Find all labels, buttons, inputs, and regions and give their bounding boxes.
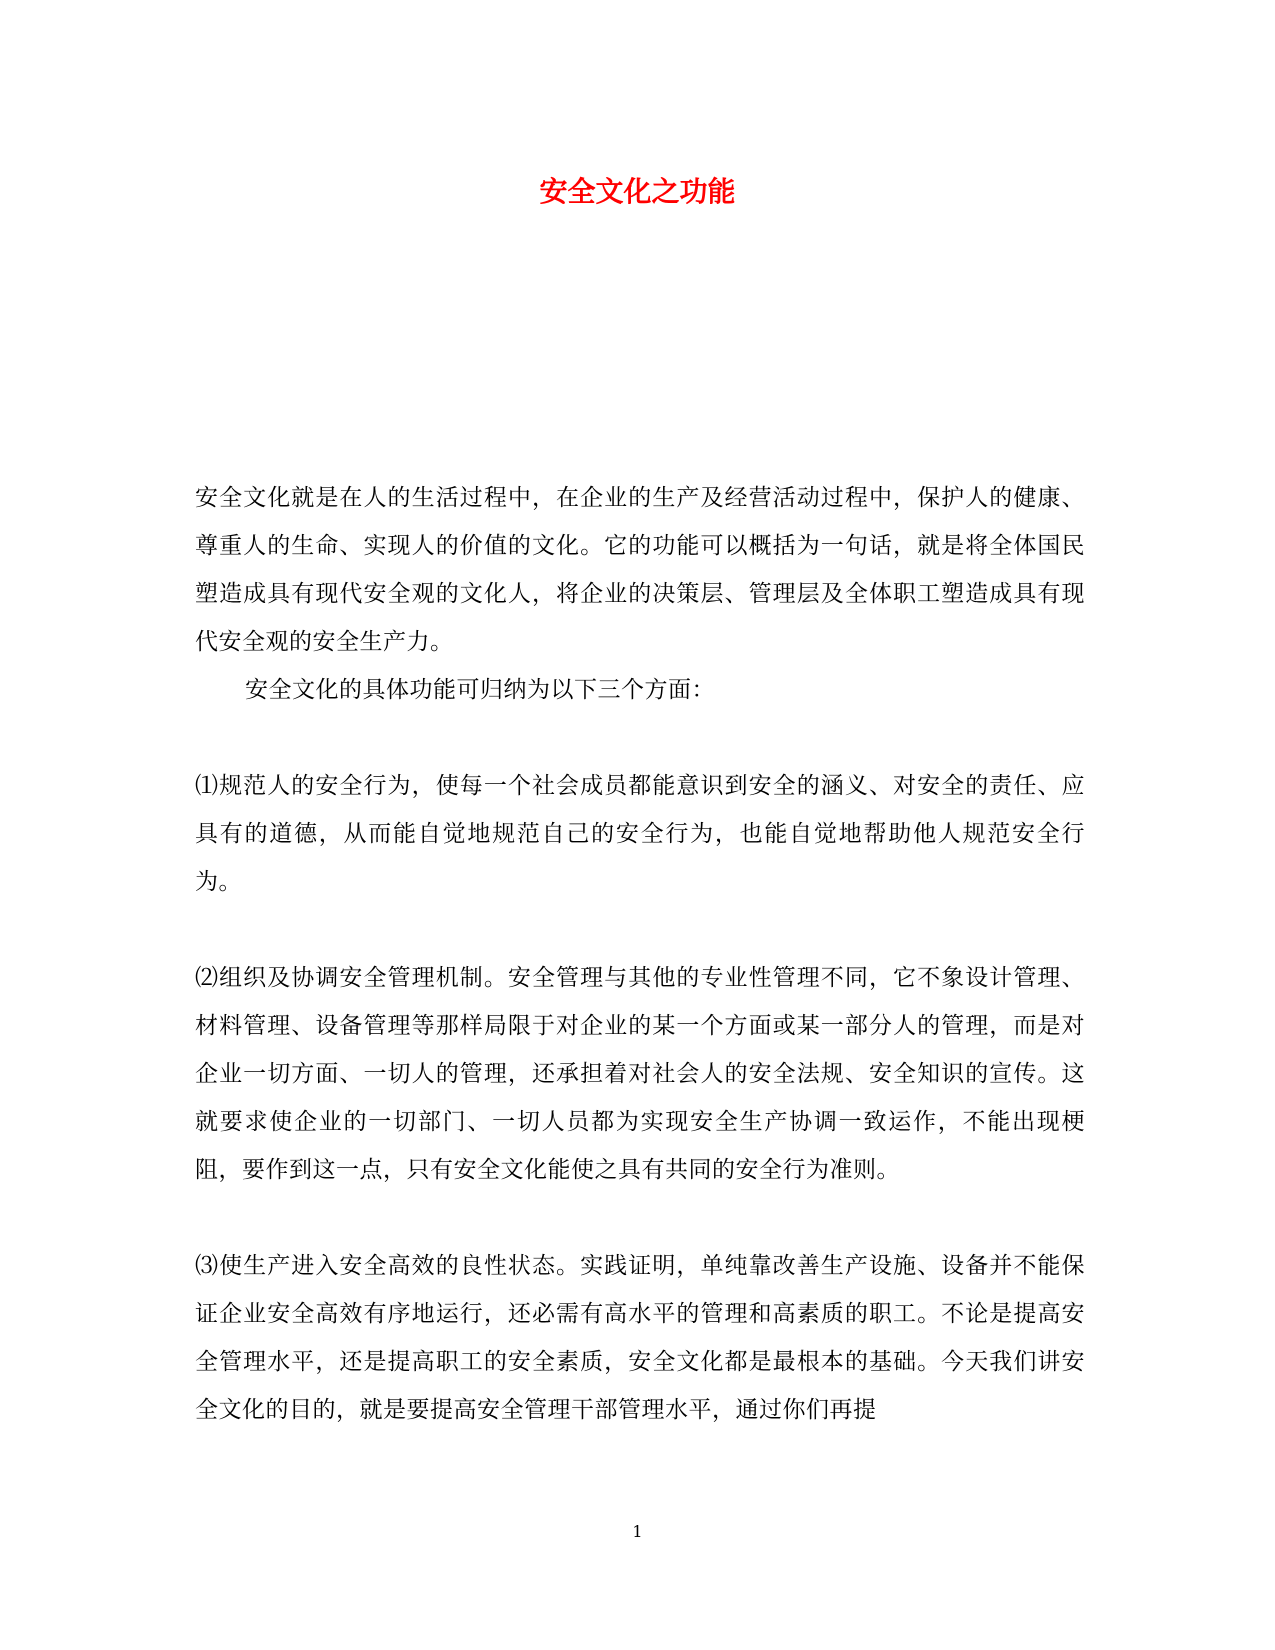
- paragraph-gap: [195, 714, 1085, 762]
- document-body: [195, 474, 1085, 1434]
- page-title: 安全文化之功能: [539, 175, 736, 208]
- paragraph-summary: 安全文化的具体功能可归纳为以下三个方面：: [245, 677, 715, 703]
- paragraph-item-1: ⑴规范人的安全行为，使每一个社会成员都能意识到安全的涵义、对安全的责任、应具有的道德，从而能自觉地规范自己的安全行为，也能自觉地帮助他人规范安全行为。: [195, 773, 1085, 895]
- paragraph-item-2: ⑵组织及协调安全管理机制。安全管理与其他的专业性管理不同，它不象设计管理、材料管理、设备管理等那样局限于对企业的某一个方面或某一部分人的管理，而是对企业一切方面、一切人的管理，还承担着对社会人的安全法规、安全知识的宣传。这就要求使企业的一切部门、一切人员都为实现安全生产协调一致运作，不能出现梗阻，要作到这一点，只有安全文化能使之具有共同的安全行为准则。: [195, 965, 1085, 1183]
- paragraph-item-3: ⑶使生产进入安全高效的良性状态。实践证明，单纯靠改善生产设施、设备并不能保证企业安全高效有序地运行，还必需有高水平的管理和高素质的职工。不论是提高安全管理水平，还是提高职工的安全素质，安全文化都是最根本的基础。今天我们讲安全文化的目的，就是要提高安全管理干部管理水平，通过你们再提: [195, 1253, 1085, 1423]
- paragraph-gap: [195, 906, 1085, 954]
- paragraph-intro: 安全文化就是在人的生活过程中，在企业的生产及经营活动过程中，保护人的健康、尊重人的生命、实现人的价值的文化。它的功能可以概括为一句话，就是将全体国民塑造成具有现代安全观的文化人，将企业的决策层、管理层及全体职工塑造成具有现代安全观的安全生产力。: [195, 485, 1085, 655]
- page-number: 1: [632, 1522, 643, 1541]
- paragraph-gap: [195, 1194, 1085, 1242]
